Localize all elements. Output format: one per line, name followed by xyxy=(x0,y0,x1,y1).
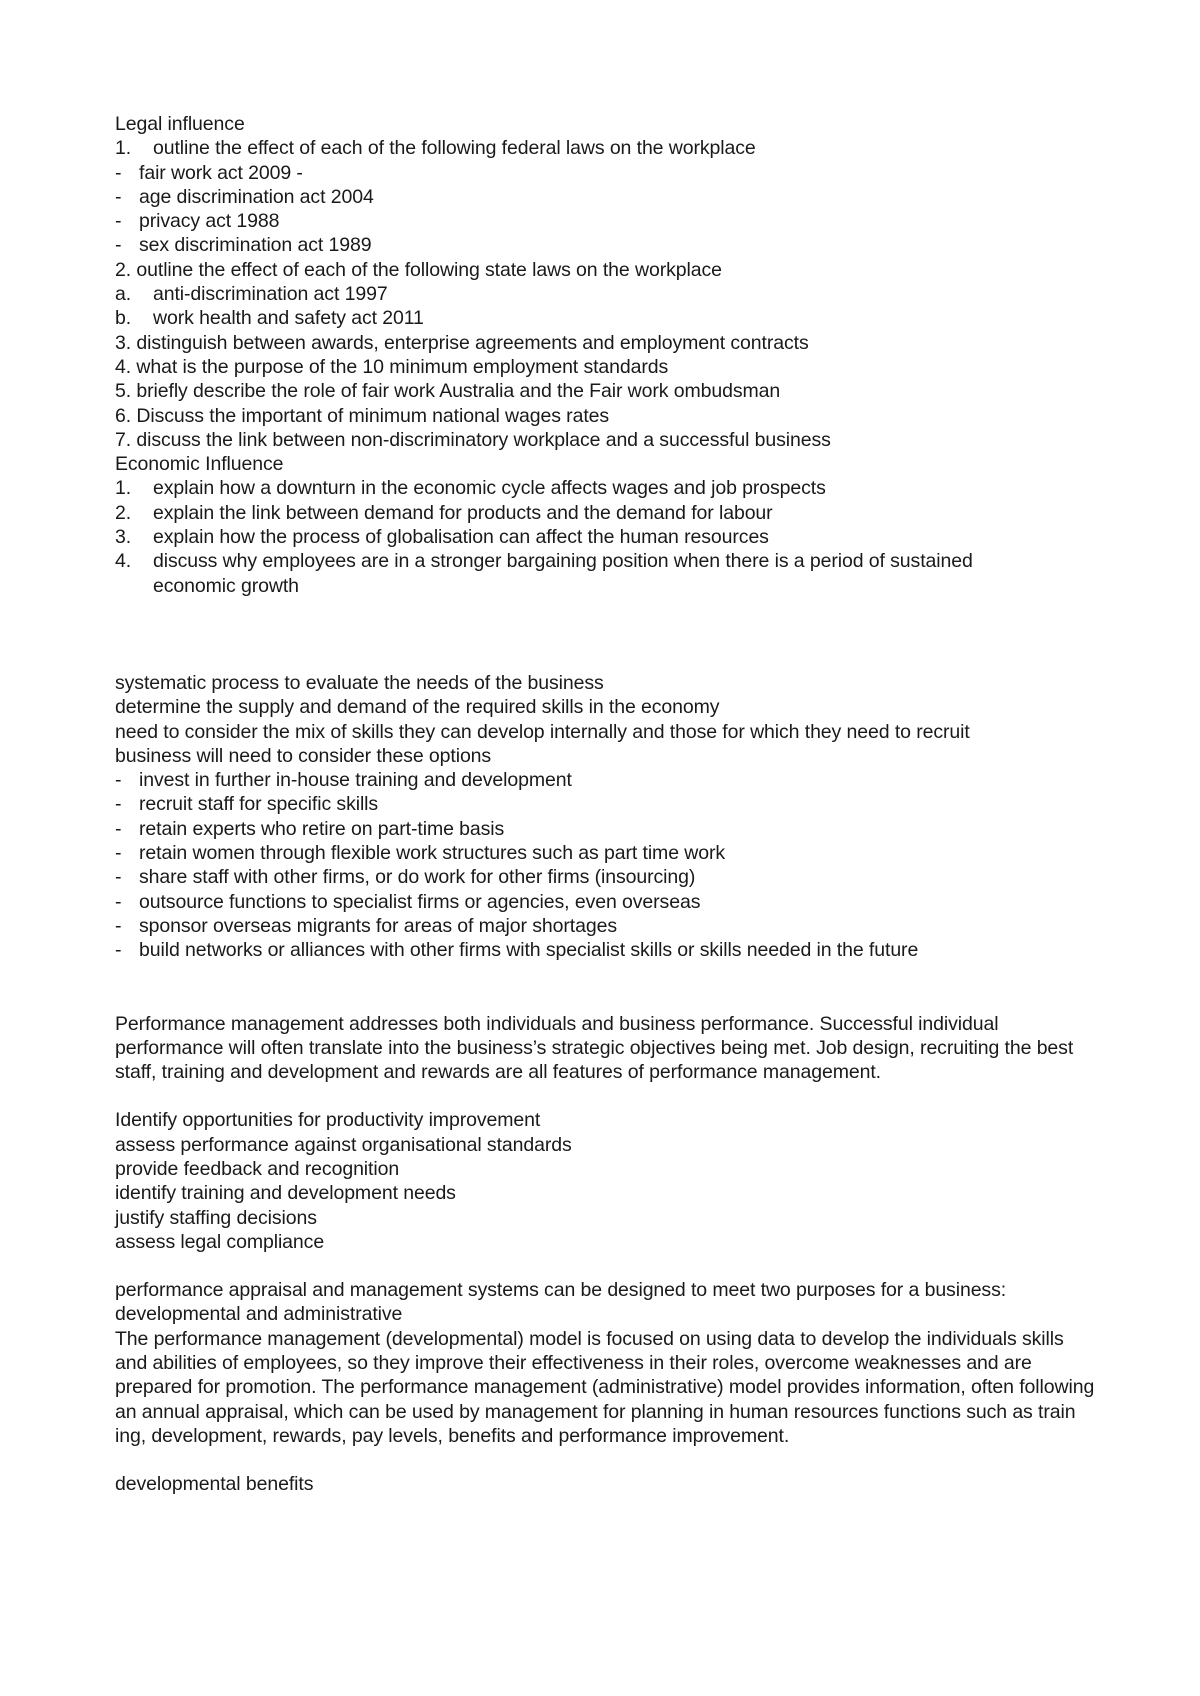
federal-law-item xyxy=(115,161,1115,185)
planning-option-text: retain women through flexible work structures such as part time work xyxy=(139,842,726,865)
list-marker: 1. xyxy=(115,477,132,500)
legal-question: 7. discuss the link between non-discriminatory workplace and a successful business xyxy=(115,428,831,451)
legal-question: 6. Discuss the important of minimum national wages rates xyxy=(115,404,610,427)
economic-item xyxy=(115,501,1115,525)
dash-marker: - xyxy=(115,817,122,840)
state-law-text: anti-discrimination act 1997 xyxy=(153,283,388,306)
planning-line: need to consider the mix of skills they can develop internally and those for which they need to recruit xyxy=(115,720,970,743)
dash-marker: - xyxy=(115,842,122,865)
economic-item-text: explain how a downturn in the economic cycle affects wages and job prospects xyxy=(153,477,826,500)
planning-option-text: build networks or alliances with other firms with specialist skills or skills needed in the future xyxy=(139,939,919,962)
planning-option-text: share staff with other firms, or do work for other firms (insourcing) xyxy=(139,866,696,889)
list-marker: 2. xyxy=(115,501,132,524)
performance-purpose: justify staffing decisions xyxy=(115,1206,317,1229)
performance-intro: Performance management addresses both individuals and business performance. Successful individual performance will often translate into the business’s strategic objectives being met. Job design, recruiting the best staff, training and development and rewards are all features of performance management. xyxy=(115,1012,1074,1084)
state-law-item xyxy=(115,282,1115,306)
legal-question: 3. distinguish between awards, enterprise agreements and employment contracts xyxy=(115,331,809,354)
state-law-item xyxy=(115,306,1115,330)
performance-systems: performance appraisal and management systems can be designed to meet two purposes for a business: developmental and administrative xyxy=(115,1279,1007,1326)
dash-marker: - xyxy=(115,939,122,962)
performance-models: The performance management (developmental) model is focused on using data to develop the individuals skills and abilities of employees, so they improve their effectiveness in their roles, overcome weaknesses and are prepared for promotion. The performance management (administrative) model provides information, often following an annual appraisal, which can be used by management for planning in human resources functions such as train ing, development, rewards, pay levels, benefits and performance improvement. xyxy=(115,1327,1095,1447)
performance-purpose: assess performance against organisational standards xyxy=(115,1133,572,1156)
list-marker: 1. xyxy=(115,137,132,160)
planning-option xyxy=(115,841,1115,865)
planning-line: determine the supply and demand of the required skills in the economy xyxy=(115,696,720,719)
legal-question: 5. briefly describe the role of fair work Australia and the Fair work ombudsman xyxy=(115,380,781,403)
dash-marker: - xyxy=(115,161,122,184)
economic-item xyxy=(115,476,1115,500)
benefits-heading: developmental benefits xyxy=(115,1473,314,1496)
planning-option xyxy=(115,865,1115,889)
dash-marker: - xyxy=(115,185,122,208)
planning-option xyxy=(115,938,1115,962)
legal-question-2: 2. outline the effect of each of the following state laws on the workplace xyxy=(115,258,722,281)
economic-item-text: explain the link between demand for products and the demand for labour xyxy=(153,501,773,524)
planning-option-text: invest in further in-house training and development xyxy=(139,769,572,792)
planning-line: systematic process to evaluate the needs of the business xyxy=(115,671,604,694)
performance-purpose: Identify opportunities for productivity improvement xyxy=(115,1109,541,1132)
dash-marker: - xyxy=(115,793,122,816)
planning-option-text: sponsor overseas migrants for areas of major shortages xyxy=(139,914,617,937)
legal-question: 4. what is the purpose of the 10 minimum employment standards xyxy=(115,355,669,378)
planning-option xyxy=(115,817,1115,841)
federal-law-text: privacy act 1988 xyxy=(139,210,280,233)
legal-heading: Legal influence xyxy=(115,113,245,135)
list-marker: 3. xyxy=(115,526,132,549)
dash-marker: - xyxy=(115,890,122,913)
planning-line: business will need to consider these options xyxy=(115,744,492,767)
planning-option-text: recruit staff for specific skills xyxy=(139,793,379,816)
federal-law-text: sex discrimination act 1989 xyxy=(139,234,372,257)
federal-law-text: fair work act 2009 - xyxy=(139,161,303,184)
state-law-text: work health and safety act 2011 xyxy=(153,307,424,330)
dash-marker: - xyxy=(115,769,122,792)
federal-law-item xyxy=(115,233,1115,257)
federal-law-item xyxy=(115,209,1115,233)
dash-marker: - xyxy=(115,234,122,257)
performance-purpose: provide feedback and recognition xyxy=(115,1157,400,1180)
economic-item-text: discuss why employees are in a stronger bargaining position when there is a period of sustained economic growth xyxy=(153,550,973,597)
legal-question-text: outline the effect of each of the following federal laws on the workplace xyxy=(153,137,756,160)
dash-marker: - xyxy=(115,866,122,889)
planning-option xyxy=(115,890,1115,914)
list-marker: b. xyxy=(115,307,132,330)
performance-purpose: identify training and development needs xyxy=(115,1182,456,1205)
economic-item xyxy=(115,525,1115,549)
document-page xyxy=(115,112,1115,1497)
dash-marker: - xyxy=(115,914,122,937)
economic-item xyxy=(115,549,1115,598)
dash-marker: - xyxy=(115,210,122,233)
economic-item-text: explain how the process of globalisation can affect the human resources xyxy=(153,526,769,549)
planning-option-text: outsource functions to specialist firms or agencies, even overseas xyxy=(139,890,701,913)
economic-heading: Economic Influence xyxy=(115,453,284,476)
federal-law-item xyxy=(115,185,1115,209)
federal-law-text: age discrimination act 2004 xyxy=(139,185,374,208)
planning-option xyxy=(115,914,1115,938)
planning-option xyxy=(115,768,1115,792)
list-marker: a. xyxy=(115,283,132,306)
planning-option-text: retain experts who retire on part-time basis xyxy=(139,817,505,840)
planning-option xyxy=(115,792,1115,816)
performance-purpose: assess legal compliance xyxy=(115,1230,325,1253)
list-marker: 4. xyxy=(115,550,132,573)
legal-question-1 xyxy=(115,136,1115,160)
